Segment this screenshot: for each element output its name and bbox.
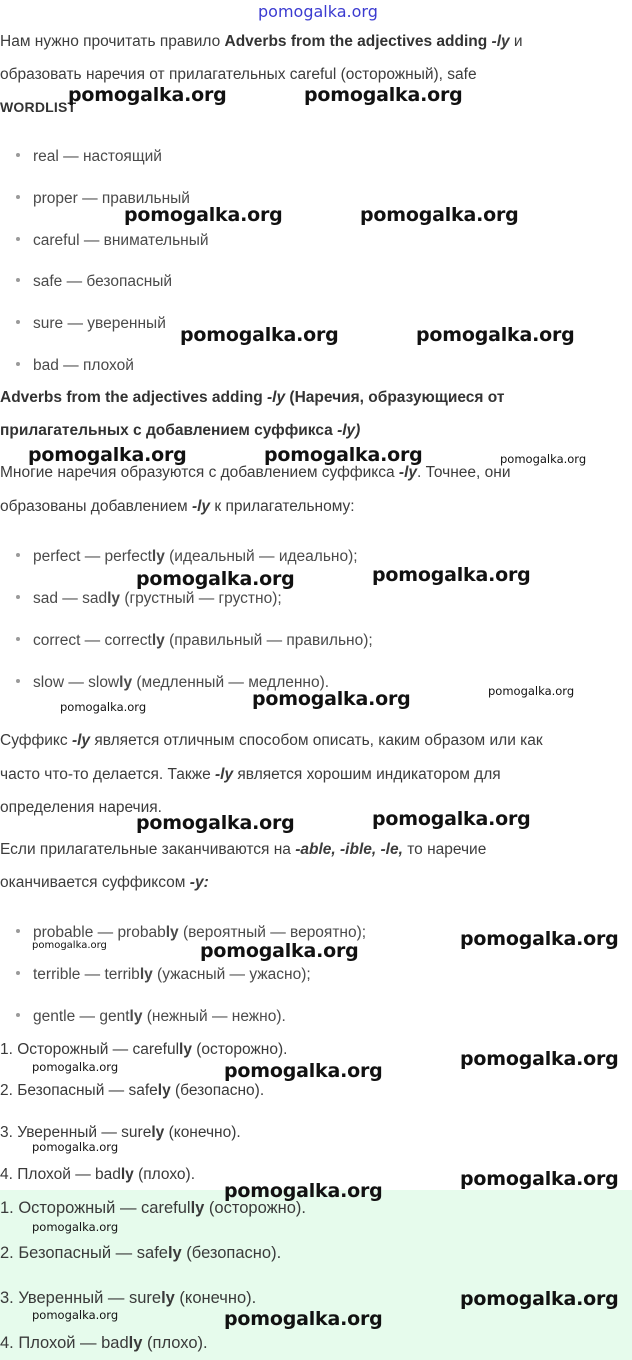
list-item: slow — slowly (медленный — медленно). [16, 673, 329, 693]
watermark: pomogalka.org [224, 1308, 383, 1330]
intro-line-2: образовать наречия от прилагательных careful (осторожный), safe [0, 66, 477, 83]
bullet-icon [16, 195, 20, 199]
watermark: pomogalka.org [488, 684, 575, 698]
watermark: pomogalka.org [304, 84, 463, 106]
watermark-top: pomogalka.org [258, 2, 378, 21]
rule-paragraph-2-line-1: Суффикс -ly является отличным способом описать, каким образом или как [0, 732, 543, 749]
watermark: pomogalka.org [460, 1288, 619, 1310]
watermark: pomogalka.org [224, 1180, 383, 1202]
answer-item: 1. Осторожный — carefully (осторожно). [0, 1041, 288, 1058]
list-item: probable — probably (вероятный — вероятно); [16, 923, 366, 943]
rule-paragraph-2-line-2: часто что-то делается. Также -ly является хорошим индикатором для [0, 766, 501, 783]
rule-paragraph-3-line-2: оканчивается суффиксом -y: [0, 874, 209, 891]
bullet-icon [16, 971, 20, 975]
watermark: pomogalka.org [32, 1140, 119, 1154]
list-item: careful — внимательный [16, 231, 209, 251]
bullet-icon [16, 553, 20, 557]
answer-item-highlighted: 3. Уверенный — surely (конечно). [0, 1289, 257, 1307]
watermark: pomogalka.org [200, 940, 359, 962]
bullet-icon [16, 278, 20, 282]
list-item: sure — уверенный [16, 314, 166, 334]
watermark: pomogalka.org [32, 1220, 119, 1234]
bullet-icon [16, 929, 20, 933]
bullet-icon [16, 595, 20, 599]
watermark: pomogalka.org [68, 84, 227, 106]
watermark: pomogalka.org [136, 568, 295, 590]
watermark: pomogalka.org [60, 700, 147, 714]
bullet-icon [16, 637, 20, 641]
rule-name: Adverbs from the adjectives adding [224, 33, 492, 50]
watermark: pomogalka.org [416, 324, 575, 346]
rule-title-line-2: прилагательных с добавлением суффикса -ly) [0, 422, 361, 439]
answer-item-highlighted: 1. Осторожный — carefully (осторожно). [0, 1199, 306, 1217]
watermark: pomogalka.org [460, 928, 619, 950]
watermark: pomogalka.org [372, 808, 531, 830]
list-item: sad — sadly (грустный — грустно); [16, 589, 282, 609]
watermark: pomogalka.org [224, 1060, 383, 1082]
wordlist-heading: WORDLIST [0, 99, 77, 115]
answer-item-highlighted: 2. Безопасный — safely (безопасно). [0, 1244, 282, 1262]
watermark: pomogalka.org [32, 1060, 119, 1074]
answer-item-highlighted: 4. Плохой — badly (плохо). [0, 1334, 208, 1352]
watermark: pomogalka.org [460, 1168, 619, 1190]
watermark: pomogalka.org [360, 204, 519, 226]
bullet-icon [16, 679, 20, 683]
rule-title-line-1: Adverbs from the adjectives adding -ly (Наречия, образующиеся от [0, 389, 505, 406]
bullet-icon [16, 362, 20, 366]
watermark: pomogalka.org [500, 452, 587, 466]
watermark: pomogalka.org [372, 564, 531, 586]
watermark: pomogalka.org [124, 204, 283, 226]
answer-item: 2. Безопасный — safely (безопасно). [0, 1082, 265, 1099]
watermark: pomogalka.org [32, 1308, 119, 1322]
rule-paragraph-1-line-1: Многие наречия образуются с добавлением суффикса -ly. Точнее, они [0, 464, 511, 481]
list-item: terrible — terribly (ужасный — ужасно); [16, 965, 311, 985]
rule-paragraph-2-line-3: определения наречия. [0, 799, 162, 816]
watermark: pomogalka.org [136, 812, 295, 834]
watermark: pomogalka.org [460, 1048, 619, 1070]
watermark: pomogalka.org [28, 444, 187, 466]
bullet-icon [16, 237, 20, 241]
rule-paragraph-3-line-1: Если прилагательные заканчиваются на -able, -ible, -le, то наречие [0, 841, 487, 858]
list-item: correct — correctly (правильный — правильно); [16, 631, 373, 651]
answer-item: 4. Плохой — badly (плохо). [0, 1166, 196, 1183]
watermark: pomogalka.org [252, 688, 411, 710]
watermark: pomogalka.org [32, 940, 107, 951]
answer-item: 3. Уверенный — surely (конечно). [0, 1124, 241, 1141]
bullet-icon [16, 1013, 20, 1017]
rule-paragraph-1-line-2: образованы добавлением -ly к прилагательному: [0, 498, 355, 515]
bullet-icon [16, 320, 20, 324]
watermark: pomogalka.org [180, 324, 339, 346]
list-item: real — настоящий [16, 147, 162, 167]
list-item: bad — плохой [16, 356, 134, 376]
list-item: proper — правильный [16, 189, 190, 209]
list-item: safe — безопасный [16, 272, 172, 292]
list-item: gentle — gently (нежный — нежно). [16, 1007, 286, 1027]
list-item: perfect — perfectly (идеальный — идеально); [16, 547, 358, 567]
watermark: pomogalka.org [264, 444, 423, 466]
intro-line-1: Нам нужно прочитать правило Adverbs from the adjectives adding -ly и [0, 33, 523, 50]
bullet-icon [16, 153, 20, 157]
